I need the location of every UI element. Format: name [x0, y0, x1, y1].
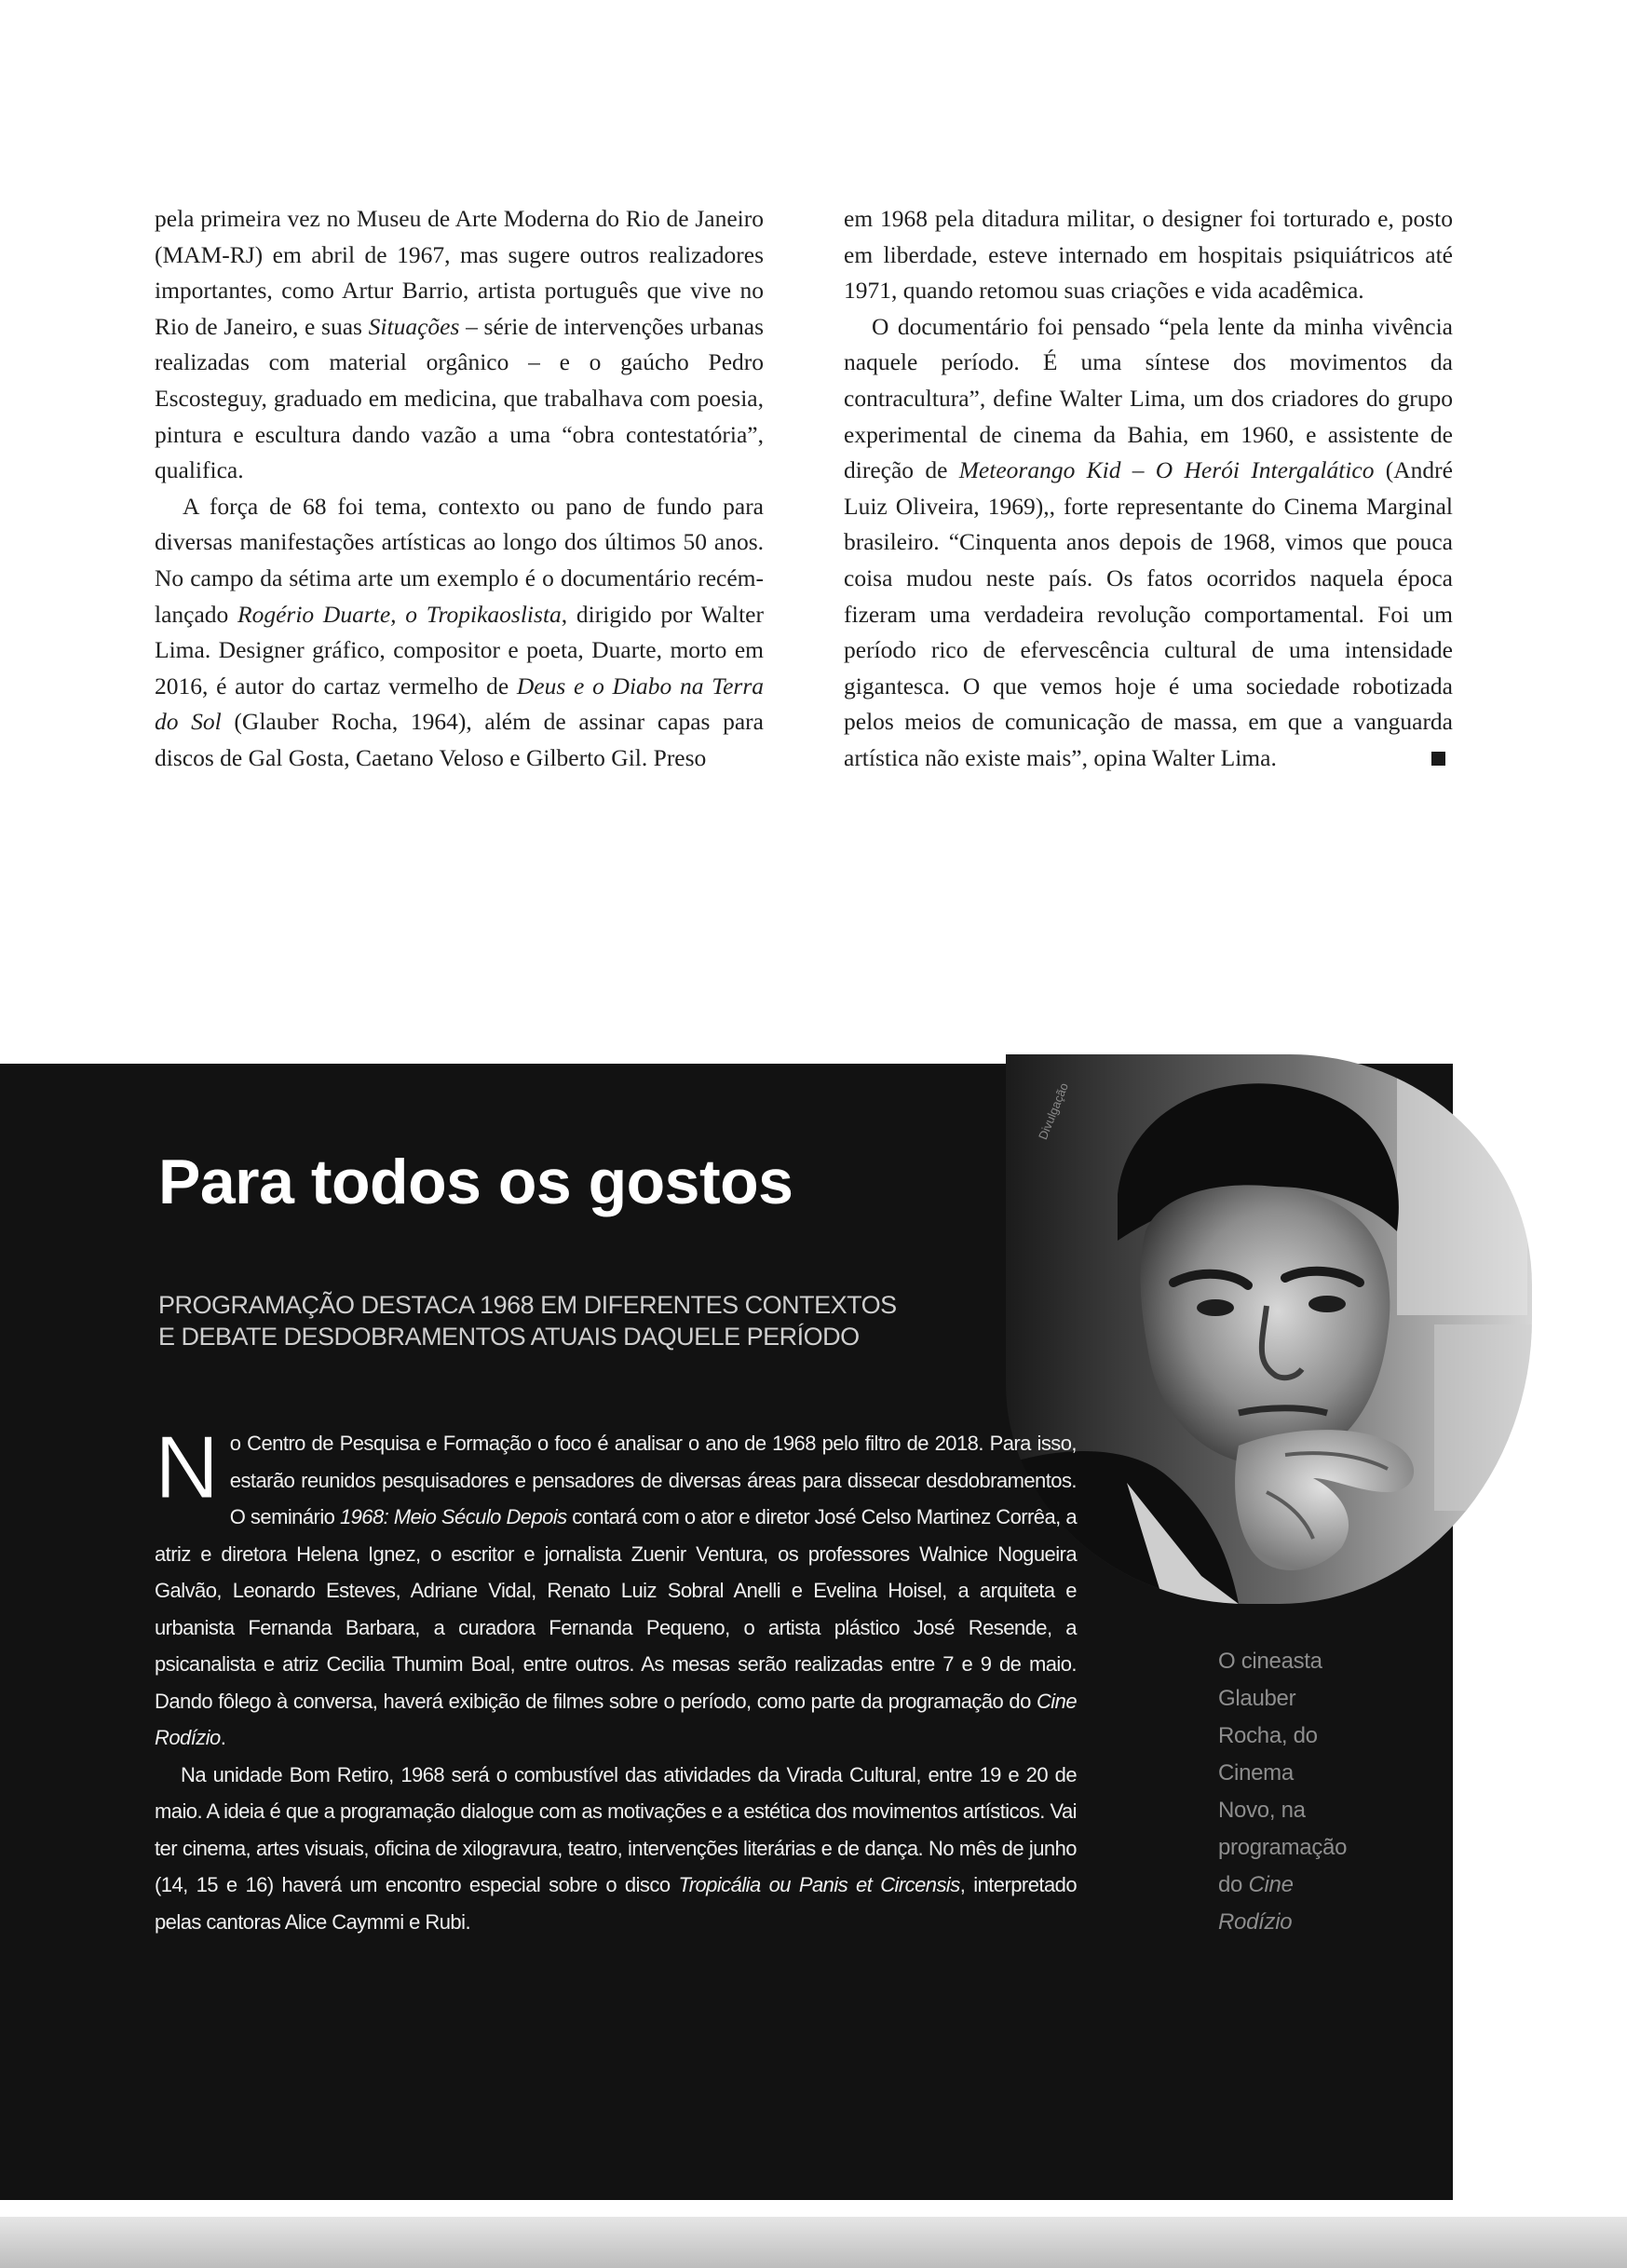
text-run: o Centro de Pesquisa e Formação o foco é analisar o ano de 1968 pelo filtro de 2018. Para isso, estarão reunidos pesquisadores e pensadores de diversas áreas para dissecar desdobramentos. O seminário	[229, 1432, 1077, 1528]
caption-line	[1218, 1904, 1404, 1941]
paragraph	[844, 309, 1453, 777]
paragraph	[155, 1418, 1078, 1757]
portrait-image	[1006, 1054, 1532, 1604]
caption-text: programação	[1218, 1835, 1348, 1860]
paragraph	[155, 489, 764, 777]
italic-title: Situações	[368, 312, 460, 340]
text-run: .	[220, 1726, 226, 1749]
text-run: – série de intervenções urbanas realizadas com material orgânico – e o gaúcho Pedro Escosteguy, graduado em medicina, que trabalhava com poesia, pintura e escultura dando vazão a uma “obra contestatória”, qualifica.	[155, 312, 764, 484]
italic-title: Rogério Duarte, o Tropikaoslista	[237, 600, 562, 628]
box-heading: Para todos os gostos	[158, 1147, 793, 1217]
text-run: (André Luiz Oliveira, 1969),, forte representante do Cinema Marginal brasileiro. “Cinquenta anos depois de 1968, vimos que pouca coisa mudou neste país. Os fatos ocorridos naquela época fizeram uma verdadeira revolução comportamental. Foi um período rico de efervescência cultural de uma intensidade gigantesca. O que vemos hoje é uma sociedade robotizada pelos meios de comunicação de massa, em que a vanguarda artística não existe mais”, opina Walter Lima.	[844, 456, 1453, 771]
photo-caption	[1218, 1643, 1404, 1941]
text-run: pela primeira vez no Museu de Arte Moderna do Rio de Janeiro (MAM-RJ) em abril de 1967, mas sugere outros realizadores importantes, como Artur Barrio, artista português que vive no Rio de Janeiro, e suas	[155, 205, 764, 340]
italic-title: Deus e o Diabo na Terra do Sol	[155, 672, 764, 736]
caption-line	[1218, 1680, 1404, 1718]
italic-title: Meteorango Kid – O Herói Intergalático	[958, 456, 1375, 484]
italic-title: 1968: Meio Século Depois	[339, 1505, 567, 1528]
caption-text: Rodízio	[1218, 1909, 1293, 1935]
text-run: Na unidade Bom Retiro, 1968 será o combustível das atividades da Virada Cultural, entre 19 e 20 de maio. A ideia é que a programação dialogue com as motivações e a estética dos movimentos artísticos. Vai ter cinema, artes visuais, oficina de xilogravura, teatro, intervenções literárias e de dança. No mês de junho (14, 15 e 16) haverá um encontro especial sobre o disco	[155, 1762, 1077, 1896]
italic-title: Tropicália ou Panis et Circensis	[678, 1873, 960, 1896]
caption-text: O cineasta	[1218, 1649, 1322, 1674]
page-margin	[1453, 1583, 1627, 2217]
photo-credit: Divulgação	[1036, 1080, 1072, 1142]
box-paragraphs	[155, 1418, 1078, 1940]
text-run: , interpretado pelas cantoras Alice Caymmi e Rubi.	[155, 1873, 1078, 1934]
paragraph	[155, 201, 764, 489]
subheading-line-1: PROGRAMAÇÃO DESTACA 1968 EM DIFERENTES CONTEXTOS	[158, 1291, 897, 1319]
end-of-article-mark	[1431, 752, 1445, 766]
paragraph	[844, 201, 1453, 309]
caption-line	[1218, 1792, 1404, 1829]
box-body-text	[155, 1418, 1078, 1940]
paragraph	[155, 1757, 1077, 1941]
caption-line	[1218, 1867, 1404, 1904]
text-run: contará com o ator e diretor José Celso Martinez Corrêa, a atriz e diretora Helena Ignez, o escritor e jornalista Zuenir Ventura, os professores Walnice Nogueira Galvão, Leonardo Esteves, Adriane Vidal, Renato Luiz Sobral Anelli e Evelina Hoisel, a arquiteta e urbanista Fernanda Barbara, a curadora Fernanda Pequeno, o artista plástico José Resende, a psicanalista e atriz Cecilia Thumim Boal, entre outros. As mesas serão realizadas entre 7 e 9 de maio. Dando fôlego à conversa, haverá exibição de filmes sobre o período, como parte da programação do	[155, 1505, 1078, 1713]
caption-text: Cine	[1248, 1872, 1294, 1897]
italic-title: Cine Rodízio	[155, 1689, 1077, 1749]
text-run: A força de 68 foi tema, contexto ou pano de fundo para diversas manifestações artísticas ao longo dos últimos 50 anos. No campo da sétima arte um exemplo é o documentário recém-lançado	[155, 492, 764, 628]
text-run: O documentário foi pensado “pela lente da minha vivência naquele período. É uma síntese dos movimentos da contracultura”, define Walter Lima, um dos criadores do grupo experimental de cinema da Bahia, em 1960, e assistente de direção de	[844, 312, 1453, 484]
caption-line	[1218, 1755, 1404, 1792]
text-run: (Glauber Rocha, 1964), além de assinar capas para discos de Gal Gosta, Caetano Veloso e Gilberto Gil. Preso	[155, 708, 764, 771]
caption-text: Rocha, do	[1218, 1723, 1318, 1748]
caption-text: Glauber	[1218, 1686, 1296, 1711]
article-column-left	[155, 201, 764, 777]
caption-prefix: do	[1218, 1872, 1249, 1897]
box-subheading	[158, 1289, 997, 1352]
caption-line	[1218, 1643, 1404, 1680]
drop-cap: N	[155, 1418, 219, 1517]
caption-text: Novo, na	[1218, 1798, 1306, 1823]
portrait-photo	[1006, 1054, 1532, 1604]
text-run: , dirigido por Walter Lima. Designer gráfico, compositor e poeta, Duarte, morto em 2016, é autor do cartaz vermelho de	[155, 600, 764, 699]
text-run: em 1968 pela ditadura militar, o designer foi torturado e, posto em liberdade, esteve internado em hospitais psiquiátricos até 1971, quando retomou suas criações e vida acadêmica.	[844, 205, 1453, 305]
scan-edge	[0, 2217, 1627, 2268]
caption-line	[1218, 1718, 1404, 1755]
subheading-line-2: E DEBATE DESDOBRAMENTOS ATUAIS DAQUELE PERÍODO	[158, 1323, 860, 1351]
article-column-right	[844, 201, 1453, 777]
caption-text: Cinema	[1218, 1760, 1294, 1786]
caption-line	[1218, 1829, 1404, 1867]
